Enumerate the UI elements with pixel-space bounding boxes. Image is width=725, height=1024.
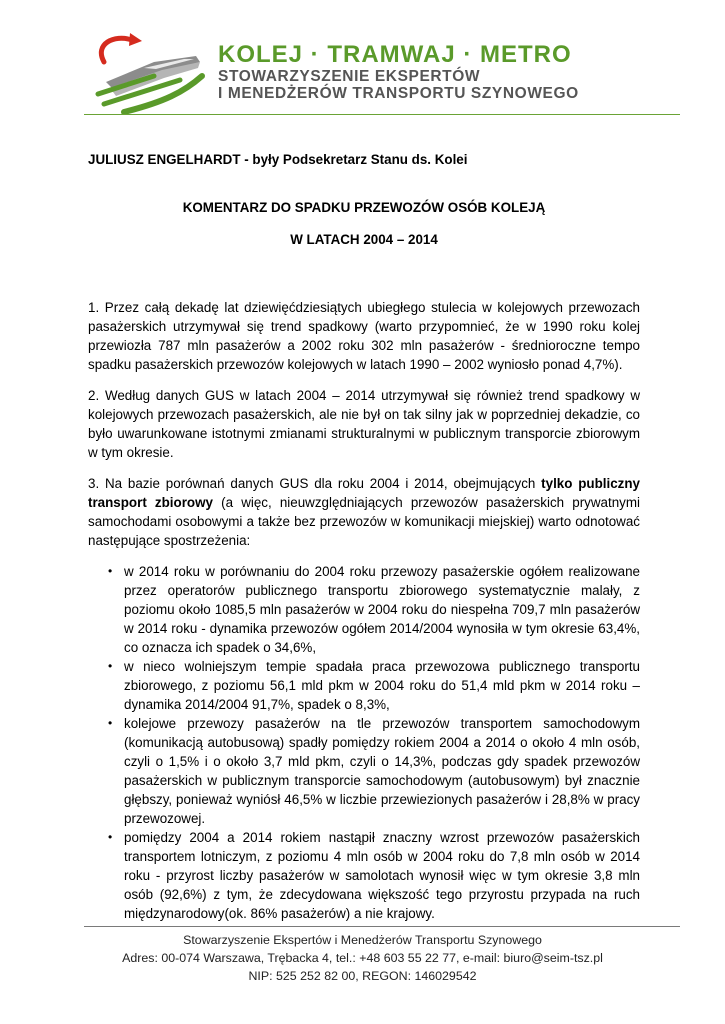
bullet-icon: •	[108, 716, 113, 730]
bullet-icon: •	[108, 564, 113, 578]
list-item-text: w 2014 roku w porównaniu do 2004 roku przewozy pasażerskie ogółem realizowane przez operatorów publicznego transportu zbiorowego systematycznie malały, z poziomu około 1085,5 mln pasażerów w 2004 roku do niespełna 709,7 mln pasażerów w 2014 roku - dynamika przewozów ogółem 2014/2004 wynosiła w tym okresie 63,4%, co oznacza ich spadek o 34,6%,	[124, 564, 640, 655]
footer-organization: Stowarzyszenie Ekspertów i Menedżerów Transportu Szynowego	[183, 933, 542, 947]
observations-list	[88, 562, 640, 923]
list-item-text: pomiędzy 2004 a 2014 rokiem nastąpił znaczny wzrost przewozów pasażerskich transportem lotniczym, z poziomu 4 mln osób w 2004 roku do 7,8 mln osób w 2014 roku - przyrost liczby pasażerów w samolotach wynosił więc w tym okresie 3,8 mln osób (92,6%) z tym, że zdecydowana większość tego przyrostu przypada na ruch międzynarodowy(ok. 86% pasażerów) a nie krajowy.	[124, 830, 640, 921]
document-body	[88, 150, 640, 923]
paragraph-3-text-b: (a więc, nieuwzględniających przewozów pasażerskich prywatnymi samochodami osobowymi a także bez przewozów w komunikacji miejskiej) warto odnotować następujące spostrzeżenia:	[88, 495, 640, 548]
footer-divider	[84, 926, 680, 927]
train-logo-icon	[84, 32, 210, 114]
document-title: KOMENTARZ DO SPADKU PRZEWOZÓW OSÓB KOLEJĄ	[182, 200, 546, 215]
logo-subtitle-2: I MENEDŻERÓW TRANSPORTU SZYNOWEGO	[218, 85, 579, 102]
letterhead	[80, 22, 680, 118]
logo-wordmark	[218, 42, 688, 102]
footer	[60, 931, 665, 985]
list-item	[88, 657, 640, 714]
list-item	[88, 562, 640, 657]
paragraph-3	[88, 474, 640, 550]
footer-tax-ids: NIP: 525 252 82 00, REGON: 146029542	[248, 969, 477, 983]
header-divider	[84, 114, 680, 115]
list-item-text: w nieco wolniejszym tempie spadała praca przewozowa publicznego transportu zbiorowego, z poziomu 56,1 mld pkm w 2004 roku do 51,4 mld pkm w 2014 roku – dynamika 2014/2004 91,7%, spadek o 8,3%,	[124, 659, 640, 712]
bullet-icon: •	[108, 830, 113, 844]
author-line: JULIUSZ ENGELHARDT - były Podsekretarz Stanu ds. Kolei	[88, 152, 468, 167]
paragraph-3-bold: tylko publiczny transport zbiorowy	[88, 476, 640, 510]
list-item	[88, 828, 640, 923]
paragraph-3-text-a: 3. Na bazie porównań danych GUS dla roku 2004 i 2014, obejmujących	[88, 476, 542, 491]
bullet-icon: •	[108, 659, 113, 673]
list-item	[88, 714, 640, 828]
logo-subtitle-1: STOWARZYSZENIE EKSPERTÓW	[218, 68, 481, 85]
document-subtitle: W LATACH 2004 – 2014	[290, 232, 438, 247]
footer-address: Adres: 00-074 Warszawa, Trębacka 4, tel.: +48 603 55 22 77, e-mail: biuro@seim-tsz.pl	[122, 951, 603, 965]
list-item-text: kolejowe przewozy pasażerów na tle przewozów transportem samochodowym (komunikacją autobusową) spadły pomiędzy rokiem 2004 a 2014 o około 4 mln osób, czyli o 1,5% i o około 3,7 mld pkm, czyli o 14,3%, podczas gdy spadek przewozów pasażerskich w publicznym transporcie samochodowym (autobusowym) był znacznie głębszy, ponieważ wyniósł 46,5% w liczbie przewiezionych pasażerów i 28,8% w pracy przewozowej.	[124, 716, 640, 826]
logo-title: KOLEJ · TRAMWAJ · METRO	[218, 41, 572, 68]
paragraph-2: 2. Według danych GUS w latach 2004 – 2014 utrzymywał się również trend spadkowy w kolejowych przewozach pasażerskich, ale nie był on tak silny jak w poprzedniej dekadzie, co było uwarunkowane istotnymi zmianami strukturalnymi w publicznym transporcie zbiorowym w tym okresie.	[88, 388, 640, 460]
paragraph-1: 1. Przez całą dekadę lat dziewięćdziesiątych ubiegłego stulecia w kolejowych przewozach pasażerskich utrzymywał się trend spadkowy (warto przypomnieć, że w 1990 roku kolej przewiozła 787 mln pasażerów a 2002 roku 302 mln pasażerów - średnioroczne tempo spadku pasażerskich przewozów kolejowych w latach 1990 – 2002 wyniosło ponad 4,7%).	[88, 300, 640, 372]
